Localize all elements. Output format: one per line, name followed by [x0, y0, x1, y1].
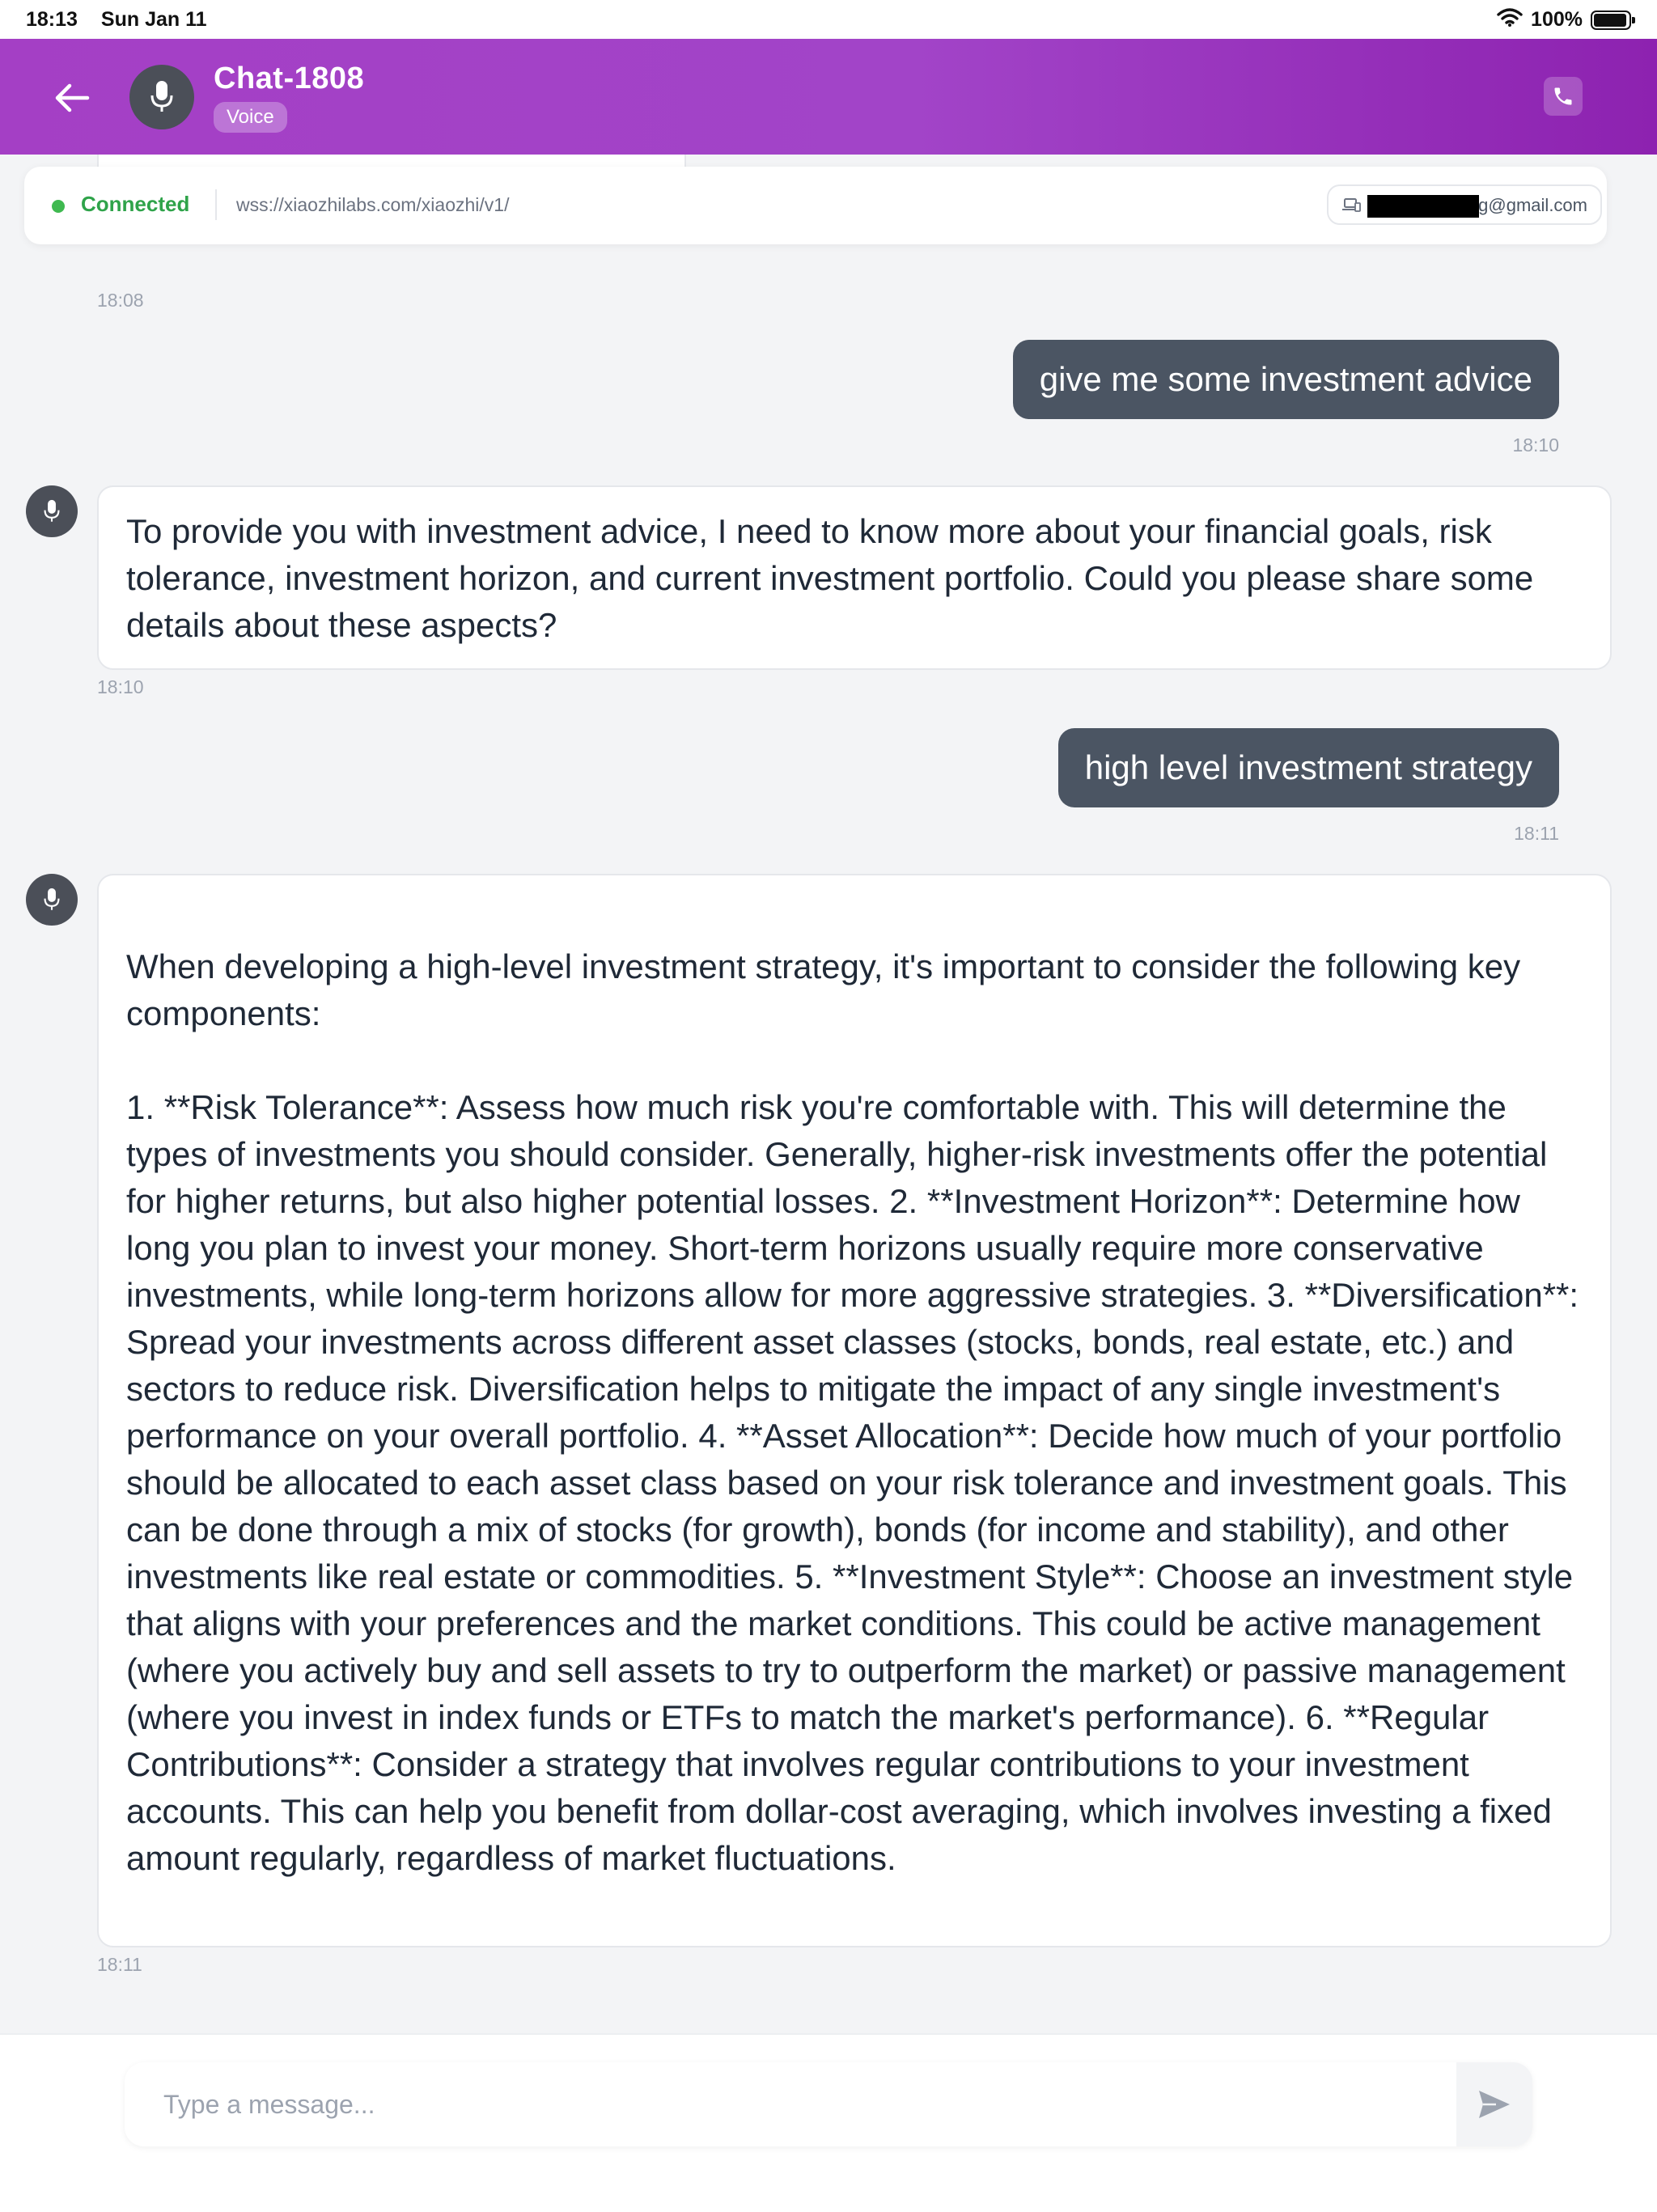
user-message-text: give me some investment advice	[1039, 360, 1532, 398]
device-icon	[1341, 197, 1361, 213]
bot-avatar	[26, 485, 78, 537]
status-bar	[0, 0, 1657, 39]
microphone-icon	[148, 79, 176, 115]
chat-header	[0, 39, 1657, 155]
message-time: 18:08	[97, 290, 144, 311]
message-input[interactable]	[125, 2062, 1456, 2146]
connection-bar	[24, 167, 1607, 244]
message-time: 18:11	[1514, 823, 1559, 844]
device-account-pill[interactable]	[1327, 184, 1602, 225]
send-icon	[1477, 2088, 1512, 2121]
message-time: 18:11	[97, 1954, 142, 1975]
wifi-icon	[1497, 7, 1523, 32]
send-button[interactable]	[1456, 2062, 1532, 2146]
divider	[215, 189, 217, 220]
connection-status: Connected	[81, 192, 190, 216]
bot-message-text: To provide you with investment advice, I need to know more about your financial goals, risk tolerance, investment horizon, and current investment portfolio. Could you please share some details about these aspects?	[126, 512, 1534, 644]
message-list[interactable]	[0, 155, 1657, 2033]
bot-avatar	[26, 874, 78, 926]
bot-message-text: When developing a high-level investment strategy, it's important to consider the following key components: 1. **Risk Tolerance**: Assess how much risk you're comfortable with. This will determine the types of investments you should consider. Generally, higher-risk investments offer the potential for higher returns, but also higher potential losses. 2. **Investment Horizon**: Determine how long you plan to invest your money. Short-term horizons usually require more conservative investments, while long-term horizons allow for more aggressive strategies. 3. **Diversification**: Spread your investments across different asset classes (stocks, bonds, real estate, etc.) and sectors to reduce risk. Diversification helps to mitigate the impact of any single investment's performance on your overall portfolio. 4. **Asset Allocation**: Decide how much of your portfolio should be allocated to each asset class based on your risk tolerance and investment goals. This can be done through a mix of stocks (for growth), bonds (for income and stability), and other investments like real estate or commodities. 5. **Investment Style**: Choose an investment style that aligns with your preferences and the market conditions. This could be active management (where you actively buy and sell assets to try to outperform the market) or passive management (where you invest in index funds or ETFs to match the market's performance). 6. **Regular Contributions**: Consider a strategy that involves regular contributions to your investment accounts. This can help you benefit from dollar-cost averaging, which involves investing a fixed amount regularly, regardless of market fluctuations.	[126, 947, 1579, 1877]
account-email: g@gmail.com	[1478, 195, 1587, 215]
chat-type-badge: Voice	[214, 102, 287, 133]
status-date: Sun Jan 11	[100, 8, 207, 31]
status-dot-icon	[52, 200, 65, 213]
phone-icon	[1552, 85, 1574, 108]
chat-avatar	[129, 65, 194, 129]
connection-url: wss://xiaozhilabs.com/xiaozhi/v1/	[236, 194, 510, 215]
arrow-left-icon	[49, 78, 94, 118]
battery-icon	[1591, 11, 1631, 30]
user-message-bubble	[1058, 728, 1559, 807]
call-button[interactable]	[1544, 77, 1583, 116]
redacted-email-block	[1367, 195, 1479, 218]
user-message-text: high level investment strategy	[1084, 748, 1532, 786]
status-time: 18:13	[26, 8, 78, 31]
message-time: 18:10	[97, 676, 144, 697]
battery-percent: 100%	[1531, 8, 1583, 31]
message-time: 18:10	[1512, 434, 1559, 456]
user-message-bubble	[1013, 340, 1559, 419]
bot-message-bubble	[97, 485, 1612, 670]
input-wrapper	[125, 2062, 1532, 2146]
microphone-icon	[42, 887, 61, 913]
bot-message-bubble	[97, 874, 1612, 1947]
microphone-icon	[42, 498, 61, 524]
message-composer	[0, 2033, 1657, 2212]
chat-title: Chat-1808	[214, 61, 365, 95]
back-button[interactable]	[49, 78, 97, 118]
